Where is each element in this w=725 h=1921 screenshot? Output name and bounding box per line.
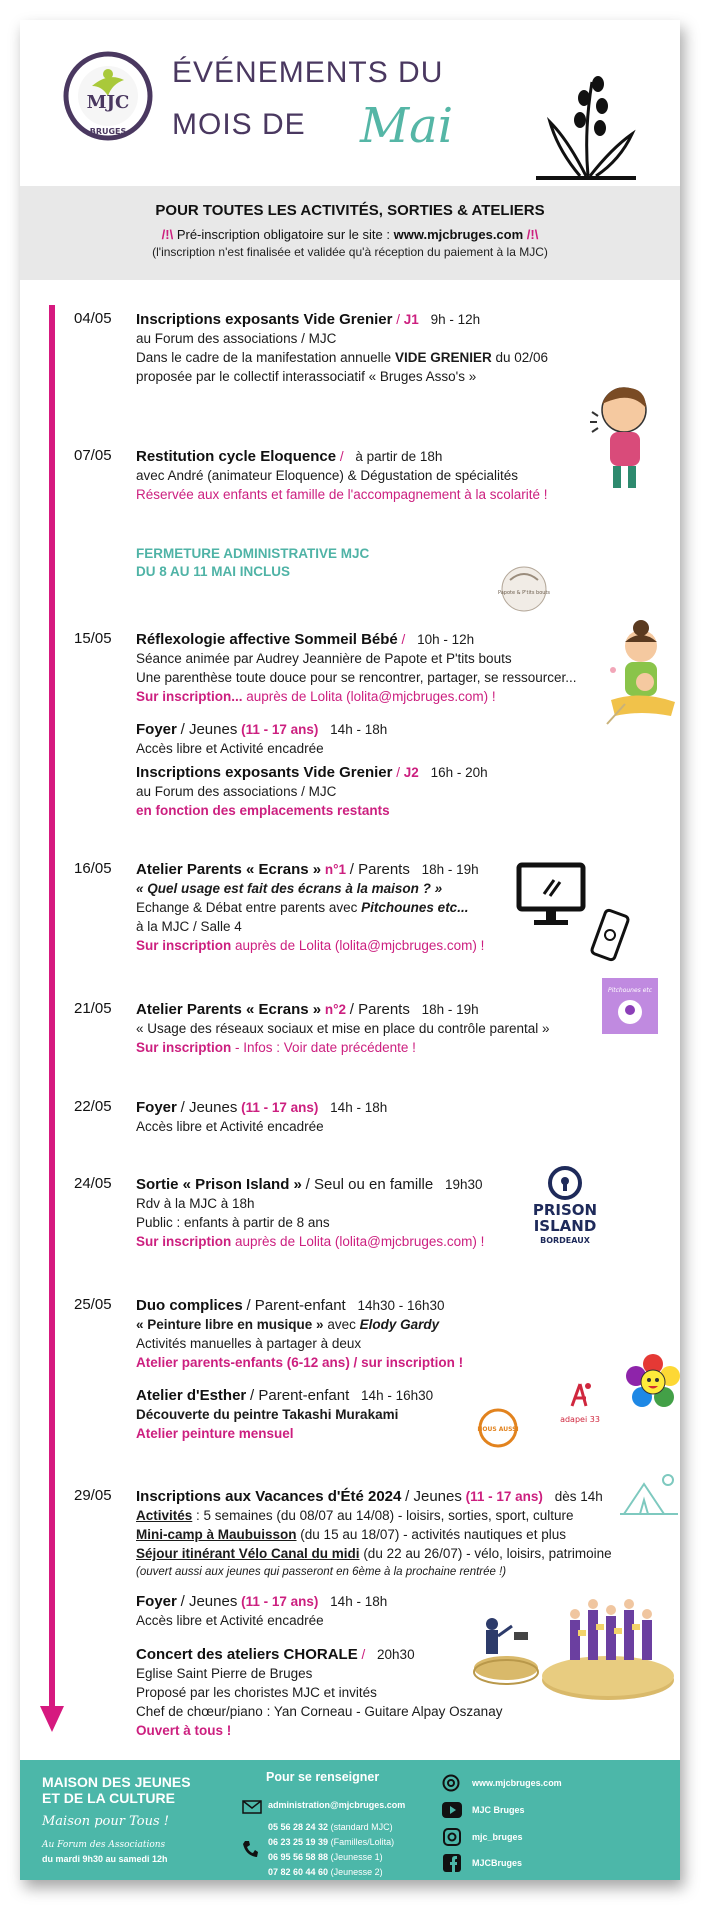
- youtube-icon: [442, 1802, 462, 1818]
- event-sep: /: [396, 312, 401, 327]
- event-line: Séance animée par Audrey Jeannière de Papote et P'tits bouts: [136, 651, 512, 666]
- pitchounes-text: Pitchounes etc: [607, 987, 653, 994]
- footer-org-line: ET DE LA CULTURE: [42, 1790, 175, 1806]
- event-line: : 5 semaines (du 08/07 au 14/08) - loisirs, sorties, sport, culture: [196, 1508, 574, 1523]
- event-line: Découverte du peintre Takashi Murakami: [136, 1407, 399, 1422]
- footer-hours: du mardi 9h30 au samedi 12h: [42, 1854, 168, 1864]
- event-date: 21/05: [74, 1000, 112, 1017]
- event-sep: /: [396, 765, 401, 780]
- event-line: Activités manuelles à partager à deux: [136, 1336, 362, 1351]
- event-date: 16/05: [74, 860, 112, 877]
- boy-speaking-illustration: [580, 382, 660, 492]
- event-date: 24/05: [74, 1175, 112, 1192]
- event-line: VIDE GRENIER: [394, 350, 492, 365]
- event-line: « Quel usage est fait des écrans à la maison ? »: [136, 881, 443, 896]
- event-time: 10h - 12h: [417, 632, 475, 647]
- papote-text: Papote & P'tits bouts: [497, 590, 551, 596]
- event-line: « Usage des réseaux sociaux et mise en place du contrôle parental »: [136, 1021, 550, 1036]
- event-line: Sur inscription...: [136, 689, 243, 704]
- title-line-1: ÉVÉNEMENTS DU: [172, 56, 444, 89]
- event-line: Public : enfants à partir de 8 ans: [136, 1215, 330, 1230]
- event-tag: J1: [403, 312, 419, 327]
- event-date: 25/05: [74, 1296, 112, 1313]
- event-sep: / Parents: [349, 1001, 410, 1018]
- camping-tent-icon: [618, 1470, 680, 1520]
- event-title: Foyer: [136, 721, 177, 738]
- event-line: Proposé par les choristes MJC et invités: [136, 1685, 377, 1700]
- choir-illustration: [470, 1580, 680, 1706]
- event-line: Sur inscription: [136, 938, 232, 953]
- event-line: Séjour itinérant Vélo Canal du midi: [136, 1546, 360, 1561]
- event-line: Atelier peinture mensuel: [136, 1426, 294, 1441]
- event-line: « Peinture libre en musique »: [136, 1317, 324, 1332]
- band-title: POUR TOUTES LES ACTIVITÉS, SORTIES & ATELIERS: [155, 202, 545, 219]
- event-line: (ouvert aussi aux jeunes qui passeront en 6ème à la prochaine rentrée !): [136, 1566, 507, 1578]
- event-sep: / Jeunes: [180, 721, 238, 738]
- timeline-bar: [49, 305, 55, 1710]
- event-title: Duo complices: [136, 1297, 243, 1314]
- pitchounes-logo: [602, 978, 658, 1034]
- event-title: Atelier Parents « Ecrans »: [136, 1001, 322, 1018]
- footer-website-link[interactable]: www.mjcbruges.com: [472, 1778, 562, 1788]
- event-line: Atelier parents-enfants (6-12 ans) / sur inscription !: [136, 1355, 464, 1370]
- event-num: n°1: [324, 862, 347, 877]
- nous-aussi-logo: [472, 1406, 524, 1450]
- phone-label: (Jeunesse 2): [330, 1867, 383, 1877]
- event-line: Réservée aux enfants et famille de l'accompagnement à la scolarité !: [136, 487, 548, 502]
- title-month: Mai: [360, 98, 454, 154]
- event-title: Foyer: [136, 1593, 177, 1610]
- prison-text: ISLAND: [533, 1217, 597, 1235]
- event-num: n°2: [324, 1002, 347, 1017]
- event-sep: /: [361, 1647, 366, 1662]
- event-poster: [20, 20, 680, 1880]
- closure-line: DU 8 AU 11 MAI INCLUS: [136, 564, 291, 579]
- phone-number: 07 82 60 44 60: [268, 1867, 329, 1877]
- event-title: Foyer: [136, 1099, 177, 1116]
- event-0405: [136, 310, 606, 386]
- event-time: 18h - 19h: [421, 1002, 479, 1017]
- title-line-2: MOIS DE: [172, 108, 306, 141]
- event-line: en fonction des emplacements restants: [136, 803, 390, 818]
- event-date: 22/05: [74, 1098, 112, 1115]
- event-title: Sortie « Prison Island »: [136, 1176, 302, 1193]
- event-tag: J2: [403, 765, 419, 780]
- band-note: (l'inscription n'est finalisée et validée qu'à réception du paiement à la MJC): [152, 245, 548, 259]
- phone-number: 05 56 28 24 32: [268, 1822, 329, 1832]
- event-line: Rdv à la MJC à 18h: [136, 1196, 255, 1211]
- event-line: à la MJC / Salle 4: [136, 919, 242, 934]
- band-preinscription: [20, 227, 680, 242]
- event-line: proposée par le collectif interassociatif « Bruges Asso's »: [136, 369, 477, 384]
- warning-icon: /!\: [526, 227, 539, 242]
- footer-email-link[interactable]: administration@mjcbruges.com: [268, 1800, 406, 1810]
- event-title: Inscriptions exposants Vide Grenier: [136, 311, 393, 328]
- event-sep: / Parent-enfant: [246, 1297, 346, 1314]
- event-title: Réflexologie affective Sommeil Bébé: [136, 631, 398, 648]
- at-sign-icon: [442, 1774, 460, 1792]
- event-line: Elody Gardy: [359, 1317, 440, 1332]
- footer-org: [42, 1774, 242, 1806]
- event-time: 14h - 18h: [330, 1100, 388, 1115]
- event-2205: [136, 1098, 606, 1136]
- event-line: avec André (animateur Eloquence) & Dégustation de spécialités: [136, 468, 518, 483]
- event-1505-foyer: [136, 720, 606, 758]
- event-age: (11 - 17 ans): [465, 1489, 543, 1504]
- footer-tagline: Maison pour Tous !: [42, 1814, 169, 1829]
- event-line: Eglise Saint Pierre de Bruges: [136, 1666, 313, 1681]
- event-line: Activités: [136, 1508, 193, 1523]
- event-title: Restitution cycle Eloquence: [136, 448, 337, 465]
- event-2905-vacances: [136, 1487, 666, 1582]
- event-date: 07/05: [74, 447, 112, 464]
- event-line: Sur inscription: [136, 1040, 232, 1055]
- logo-subtext: BRUGES: [89, 127, 127, 136]
- murakami-flower-icon: [623, 1352, 680, 1412]
- event-age: (11 - 17 ans): [241, 1100, 319, 1115]
- event-line: Accès libre et Activité encadrée: [136, 741, 324, 756]
- phone-label: (standard MJC): [330, 1822, 393, 1832]
- phone-label: (Jeunesse 1): [330, 1852, 383, 1862]
- instagram-icon: [443, 1828, 461, 1846]
- event-title: Concert des ateliers CHORALE: [136, 1646, 358, 1663]
- lily-of-the-valley-icon: [528, 70, 644, 182]
- warning-icon: /!\: [161, 227, 174, 242]
- footer-phone[interactable]: [268, 1852, 383, 1862]
- event-2505-esther: [136, 1386, 496, 1443]
- event-time: 16h - 20h: [430, 765, 488, 780]
- prison-island-logo: [530, 1165, 600, 1249]
- event-time: 14h - 18h: [330, 722, 388, 737]
- monitor-icon: [516, 862, 586, 928]
- logo-text: MJC: [86, 92, 130, 113]
- event-contact: auprès de Lolita (lolita@mjcbruges.com) !: [235, 1234, 485, 1249]
- phone-number: 06 95 56 58 88: [268, 1852, 329, 1862]
- band-pre-text: Pré-inscription obligatoire sur le site :: [176, 227, 390, 242]
- papote-logo: [496, 564, 552, 614]
- prison-text: PRISON: [532, 1201, 598, 1219]
- event-line: Une parenthèse toute douce pour se rencontrer, partager, se ressourcer...: [136, 670, 577, 685]
- footer-facebook-link[interactable]: MJCBruges: [472, 1858, 523, 1868]
- band-site-link[interactable]: www.mjcbruges.com: [393, 227, 524, 242]
- adapei-text: adapei 33: [560, 1415, 600, 1424]
- phone-label: (Familles/Lolita): [330, 1837, 395, 1847]
- event-time: 19h30: [445, 1177, 483, 1192]
- event-time: 14h30 - 16h30: [357, 1298, 445, 1313]
- event-0705: [136, 447, 656, 504]
- event-title: Inscriptions aux Vacances d'Été 2024: [136, 1488, 402, 1505]
- event-line: Mini-camp à Maubuisson: [136, 1527, 297, 1542]
- event-sep: /: [339, 449, 344, 464]
- event-line: Echange & Débat entre parents avec: [136, 900, 358, 915]
- poster-header: [20, 20, 680, 186]
- event-sep: / Jeunes: [180, 1593, 238, 1610]
- footer-contact-title: Pour se renseigner: [266, 1770, 380, 1784]
- phone-number: 06 23 25 19 39: [268, 1837, 329, 1847]
- footer-youtube-link[interactable]: MJC Bruges: [472, 1805, 525, 1815]
- event-1505-vide-grenier: [136, 763, 606, 820]
- event-2505-duo: [136, 1296, 606, 1372]
- footer-instagram-link[interactable]: mjc_bruges: [472, 1832, 523, 1842]
- event-line: Accès libre et Activité encadrée: [136, 1119, 324, 1134]
- event-line: au Forum des associations / MJC: [136, 784, 337, 799]
- event-date: 04/05: [74, 310, 112, 327]
- phone-icon: [242, 1840, 258, 1858]
- event-time: dès 14h: [554, 1489, 603, 1504]
- event-sep: / Jeunes: [405, 1488, 462, 1505]
- event-title: Atelier d'Esther: [136, 1387, 247, 1404]
- event-time: 20h30: [377, 1647, 415, 1662]
- prison-text: BORDEAUX: [540, 1236, 590, 1245]
- event-title: Atelier Parents « Ecrans »: [136, 861, 322, 878]
- event-time: 14h - 18h: [330, 1594, 388, 1609]
- event-1505-reflexologie: [136, 630, 636, 706]
- event-line: Chef de chœur/piano : Yan Corneau - Guitare Alpay Oszanay: [136, 1704, 503, 1719]
- event-age: (11 - 17 ans): [241, 722, 319, 737]
- closure-notice: [136, 545, 369, 581]
- facebook-icon: [443, 1854, 461, 1872]
- footer-forum: Au Forum des Associations: [42, 1840, 166, 1850]
- event-line: Ouvert à tous !: [136, 1723, 232, 1738]
- mjc-logo: [62, 50, 154, 142]
- event-contact: auprès de Lolita (lolita@mjcbruges.com) !: [235, 938, 485, 953]
- smartphone-icon: [590, 908, 630, 962]
- event-2105: [136, 1000, 606, 1057]
- registration-band: [20, 186, 680, 280]
- event-line: Sur inscription: [136, 1234, 232, 1249]
- event-age: (11 - 17 ans): [241, 1594, 319, 1609]
- event-sep: / Parents: [349, 861, 410, 878]
- footer: [20, 1760, 680, 1880]
- event-time: 18h - 19h: [421, 862, 479, 877]
- event-line: Dans le cadre de la manifestation annuelle: [136, 350, 392, 365]
- event-sep: / Parent-enfant: [250, 1387, 350, 1404]
- event-time: 9h - 12h: [430, 312, 481, 327]
- event-line: (du 15 au 18/07) - activités nautiques et plus: [300, 1527, 566, 1542]
- event-line: Pitchounes etc...: [361, 900, 469, 915]
- event-sep: / Seul ou en famille: [305, 1176, 434, 1193]
- nous-aussi-text: NOUS AUSSI: [477, 1426, 519, 1433]
- event-2405: [136, 1175, 536, 1251]
- event-title: Inscriptions exposants Vide Grenier: [136, 764, 393, 781]
- envelope-icon: [242, 1800, 262, 1814]
- event-sep: /: [401, 632, 406, 647]
- event-time: à partir de 18h: [355, 449, 443, 464]
- event-time: 14h - 16h30: [361, 1388, 434, 1403]
- event-date: 29/05: [74, 1487, 112, 1504]
- event-1605: [136, 860, 536, 955]
- event-date: 15/05: [74, 630, 112, 647]
- footer-phone[interactable]: [268, 1822, 393, 1832]
- event-line: (du 22 au 26/07) - vélo, loisirs, patrimoine: [363, 1546, 612, 1561]
- event-line: du 02/06: [495, 350, 549, 365]
- event-line: au Forum des associations / MJC: [136, 331, 337, 346]
- timeline-arrow-icon: [40, 1706, 64, 1732]
- footer-org-line: MAISON DES JEUNES: [42, 1774, 191, 1790]
- event-line: avec: [327, 1317, 356, 1332]
- footer-phone[interactable]: [268, 1837, 394, 1847]
- event-sep: / Jeunes: [180, 1099, 238, 1116]
- adapei-logo: [550, 1378, 610, 1426]
- footer-phone[interactable]: [268, 1867, 383, 1877]
- event-line: Accès libre et Activité encadrée: [136, 1613, 324, 1628]
- event-contact: auprès de Lolita (lolita@mjcbruges.com) !: [246, 689, 496, 704]
- mother-baby-illustration: [605, 620, 680, 730]
- closure-line: FERMETURE ADMINISTRATIVE MJC: [136, 546, 370, 561]
- event-line: - Infos : Voir date précédente !: [235, 1040, 416, 1055]
